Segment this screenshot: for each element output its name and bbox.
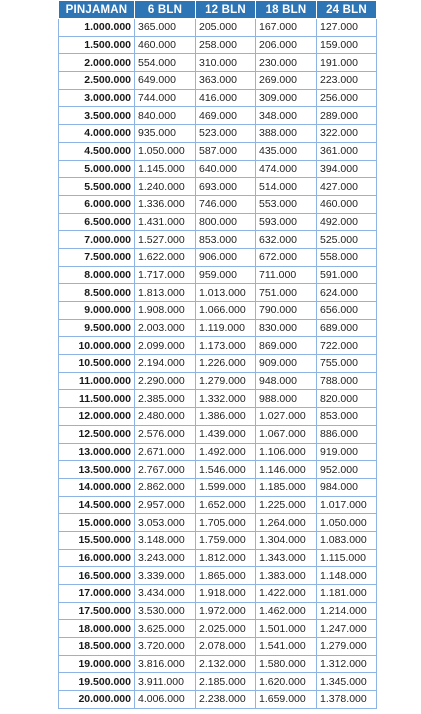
installment-cell: 906.000 [196,248,256,266]
installment-cell: 1.865.000 [196,567,256,585]
installment-cell: 1.279.000 [196,372,256,390]
table-row [59,673,377,691]
installment-cell: 722.000 [317,337,377,355]
installment-cell: 788.000 [317,372,377,390]
installment-cell: 3.530.000 [135,602,196,620]
installment-cell: 365.000 [135,19,196,37]
table-row [59,142,377,160]
table-row [59,514,377,532]
table-row [59,302,377,320]
installment-cell: 1.083.000 [317,531,377,549]
table-row [59,655,377,673]
table-row [59,531,377,549]
installment-cell: 744.000 [135,89,196,107]
installment-cell: 289.000 [317,107,377,125]
installment-cell: 2.671.000 [135,443,196,461]
installment-cell: 1.759.000 [196,531,256,549]
loan-amount-cell: 14.000.000 [59,478,135,496]
loan-amount-cell: 8.000.000 [59,266,135,284]
installment-cell: 959.000 [196,266,256,284]
loan-installment-table-container [58,0,376,709]
installment-cell: 1.580.000 [256,655,317,673]
installment-cell: 167.000 [256,19,317,37]
table-row [59,178,377,196]
installment-cell: 558.000 [317,248,377,266]
header-row [59,1,377,19]
installment-cell: 427.000 [317,178,377,196]
table-row [59,691,377,709]
installment-cell: 1.013.000 [196,284,256,302]
loan-amount-cell: 19.500.000 [59,673,135,691]
installment-cell: 3.243.000 [135,549,196,567]
installment-cell: 1.226.000 [196,355,256,373]
installment-cell: 1.115.000 [317,549,377,567]
installment-cell: 3.625.000 [135,620,196,638]
loan-amount-cell: 7.000.000 [59,231,135,249]
loan-amount-cell: 16.500.000 [59,567,135,585]
loan-amount-cell: 9.500.000 [59,319,135,337]
table-row [59,496,377,514]
loan-amount-cell: 3.500.000 [59,107,135,125]
installment-cell: 632.000 [256,231,317,249]
installment-cell: 1.247.000 [317,620,377,638]
installment-cell: 1.599.000 [196,478,256,496]
installment-cell: 693.000 [196,178,256,196]
table-row [59,549,377,567]
installment-cell: 672.000 [256,248,317,266]
loan-amount-cell: 6.000.000 [59,195,135,213]
installment-cell: 474.000 [256,160,317,178]
installment-cell: 206.000 [256,36,317,54]
installment-cell: 1.378.000 [317,691,377,709]
loan-amount-cell: 4.500.000 [59,142,135,160]
installment-cell: 3.434.000 [135,585,196,603]
table-row [59,602,377,620]
installment-cell: 1.050.000 [135,142,196,160]
installment-cell: 2.957.000 [135,496,196,514]
installment-cell: 2.480.000 [135,408,196,426]
installment-cell: 984.000 [317,478,377,496]
installment-cell: 2.767.000 [135,461,196,479]
installment-cell: 322.000 [317,125,377,143]
installment-cell: 1.148.000 [317,567,377,585]
loan-amount-cell: 8.500.000 [59,284,135,302]
installment-cell: 4.006.000 [135,691,196,709]
installment-cell: 2.576.000 [135,425,196,443]
installment-cell: 1.264.000 [256,514,317,532]
installment-cell: 640.000 [196,160,256,178]
installment-cell: 460.000 [135,36,196,54]
loan-amount-cell: 15.500.000 [59,531,135,549]
header-pinjaman: PINJAMAN [59,1,135,19]
installment-cell: 469.000 [196,107,256,125]
installment-cell: 3.816.000 [135,655,196,673]
installment-cell: 159.000 [317,36,377,54]
table-row [59,213,377,231]
installment-cell: 1.620.000 [256,673,317,691]
installment-cell: 1.181.000 [317,585,377,603]
installment-cell: 1.492.000 [196,443,256,461]
installment-cell: 689.000 [317,319,377,337]
installment-cell: 127.000 [317,19,377,37]
installment-cell: 1.462.000 [256,602,317,620]
installment-cell: 909.000 [256,355,317,373]
table-row [59,107,377,125]
installment-cell: 1.813.000 [135,284,196,302]
table-row [59,372,377,390]
header-24-bln: 24 BLN [317,1,377,19]
table-row [59,390,377,408]
loan-amount-cell: 19.000.000 [59,655,135,673]
installment-cell: 1.431.000 [135,213,196,231]
loan-amount-cell: 16.000.000 [59,549,135,567]
installment-cell: 1.336.000 [135,195,196,213]
installment-cell: 591.000 [317,266,377,284]
installment-cell: 2.185.000 [196,673,256,691]
header-18-bln: 18 BLN [256,1,317,19]
installment-cell: 1.106.000 [256,443,317,461]
table-row [59,89,377,107]
installment-cell: 310.000 [196,54,256,72]
installment-cell: 1.050.000 [317,514,377,532]
installment-cell: 256.000 [317,89,377,107]
installment-cell: 1.501.000 [256,620,317,638]
table-row [59,266,377,284]
installment-cell: 3.720.000 [135,638,196,656]
installment-cell: 2.003.000 [135,319,196,337]
loan-amount-cell: 15.000.000 [59,514,135,532]
installment-cell: 309.000 [256,89,317,107]
installment-cell: 952.000 [317,461,377,479]
installment-cell: 800.000 [196,213,256,231]
installment-cell: 1.527.000 [135,231,196,249]
loan-amount-cell: 10.000.000 [59,337,135,355]
table-row [59,620,377,638]
installment-cell: 830.000 [256,319,317,337]
loan-amount-cell: 6.500.000 [59,213,135,231]
installment-cell: 3.053.000 [135,514,196,532]
installment-cell: 2.099.000 [135,337,196,355]
installment-cell: 1.304.000 [256,531,317,549]
installment-cell: 840.000 [135,107,196,125]
table-row [59,54,377,72]
installment-cell: 1.214.000 [317,602,377,620]
installment-cell: 460.000 [317,195,377,213]
installment-cell: 2.194.000 [135,355,196,373]
table-row [59,36,377,54]
installment-cell: 3.339.000 [135,567,196,585]
loan-amount-cell: 1.500.000 [59,36,135,54]
installment-cell: 948.000 [256,372,317,390]
installment-cell: 1.145.000 [135,160,196,178]
installment-cell: 3.911.000 [135,673,196,691]
installment-cell: 988.000 [256,390,317,408]
loan-amount-cell: 17.000.000 [59,585,135,603]
loan-amount-cell: 5.500.000 [59,178,135,196]
installment-cell: 1.173.000 [196,337,256,355]
installment-cell: 1.279.000 [317,638,377,656]
installment-cell: 1.343.000 [256,549,317,567]
table-row [59,478,377,496]
table-row [59,248,377,266]
installment-cell: 2.132.000 [196,655,256,673]
installment-cell: 205.000 [196,19,256,37]
installment-cell: 363.000 [196,72,256,90]
installment-cell: 1.622.000 [135,248,196,266]
loan-amount-cell: 13.500.000 [59,461,135,479]
installment-cell: 869.000 [256,337,317,355]
table-row [59,284,377,302]
loan-amount-cell: 11.500.000 [59,390,135,408]
installment-cell: 1.386.000 [196,408,256,426]
installment-cell: 514.000 [256,178,317,196]
installment-cell: 853.000 [317,408,377,426]
loan-amount-cell: 2.500.000 [59,72,135,90]
loan-amount-cell: 11.000.000 [59,372,135,390]
installment-cell: 1.225.000 [256,496,317,514]
installment-cell: 1.345.000 [317,673,377,691]
table-row [59,125,377,143]
header-12-bln: 12 BLN [196,1,256,19]
loan-amount-cell: 4.000.000 [59,125,135,143]
table-row [59,19,377,37]
installment-cell: 1.546.000 [196,461,256,479]
header-6-bln: 6 BLN [135,1,196,19]
installment-cell: 361.000 [317,142,377,160]
installment-cell: 2.025.000 [196,620,256,638]
installment-cell: 1.146.000 [256,461,317,479]
table-row [59,585,377,603]
table-row [59,195,377,213]
installment-cell: 919.000 [317,443,377,461]
installment-cell: 1.066.000 [196,302,256,320]
table-header [59,1,377,19]
table-row [59,638,377,656]
installment-cell: 1.240.000 [135,178,196,196]
installment-cell: 2.385.000 [135,390,196,408]
installment-cell: 656.000 [317,302,377,320]
table-row [59,567,377,585]
loan-amount-cell: 17.500.000 [59,602,135,620]
installment-cell: 711.000 [256,266,317,284]
installment-cell: 1.312.000 [317,655,377,673]
loan-amount-cell: 7.500.000 [59,248,135,266]
table-row [59,461,377,479]
installment-cell: 820.000 [317,390,377,408]
installment-cell: 388.000 [256,125,317,143]
loan-amount-cell: 18.000.000 [59,620,135,638]
installment-cell: 1.017.000 [317,496,377,514]
table-row [59,355,377,373]
installment-cell: 1.027.000 [256,408,317,426]
loan-amount-cell: 5.000.000 [59,160,135,178]
installment-cell: 1.812.000 [196,549,256,567]
table-row [59,160,377,178]
installment-cell: 751.000 [256,284,317,302]
loan-amount-cell: 12.000.000 [59,408,135,426]
installment-cell: 1.541.000 [256,638,317,656]
installment-cell: 1.717.000 [135,266,196,284]
table-row [59,72,377,90]
installment-cell: 394.000 [317,160,377,178]
installment-cell: 2.862.000 [135,478,196,496]
installment-cell: 755.000 [317,355,377,373]
installment-cell: 624.000 [317,284,377,302]
table-row [59,425,377,443]
installment-cell: 1.119.000 [196,319,256,337]
installment-cell: 746.000 [196,195,256,213]
loan-amount-cell: 13.000.000 [59,443,135,461]
loan-amount-cell: 9.000.000 [59,302,135,320]
loan-amount-cell: 3.000.000 [59,89,135,107]
installment-cell: 853.000 [196,231,256,249]
installment-cell: 2.238.000 [196,691,256,709]
installment-cell: 230.000 [256,54,317,72]
loan-amount-cell: 1.000.000 [59,19,135,37]
installment-cell: 1.659.000 [256,691,317,709]
loan-amount-cell: 12.500.000 [59,425,135,443]
table-row [59,319,377,337]
installment-cell: 593.000 [256,213,317,231]
installment-cell: 1.332.000 [196,390,256,408]
installment-cell: 935.000 [135,125,196,143]
loan-installment-table [58,0,377,709]
installment-cell: 1.908.000 [135,302,196,320]
loan-amount-cell: 14.500.000 [59,496,135,514]
installment-cell: 1.383.000 [256,567,317,585]
installment-cell: 553.000 [256,195,317,213]
installment-cell: 587.000 [196,142,256,160]
installment-cell: 3.148.000 [135,531,196,549]
installment-cell: 1.422.000 [256,585,317,603]
installment-cell: 649.000 [135,72,196,90]
installment-cell: 554.000 [135,54,196,72]
installment-cell: 1.652.000 [196,496,256,514]
installment-cell: 191.000 [317,54,377,72]
loan-amount-cell: 20.000.000 [59,691,135,709]
installment-cell: 258.000 [196,36,256,54]
installment-cell: 1.067.000 [256,425,317,443]
loan-amount-cell: 18.500.000 [59,638,135,656]
table-row [59,231,377,249]
installment-cell: 1.185.000 [256,478,317,496]
loan-amount-cell: 2.000.000 [59,54,135,72]
installment-cell: 2.290.000 [135,372,196,390]
installment-cell: 523.000 [196,125,256,143]
installment-cell: 1.972.000 [196,602,256,620]
table-row [59,408,377,426]
installment-cell: 2.078.000 [196,638,256,656]
installment-cell: 1.705.000 [196,514,256,532]
table-row [59,337,377,355]
installment-cell: 790.000 [256,302,317,320]
installment-cell: 435.000 [256,142,317,160]
installment-cell: 525.000 [317,231,377,249]
installment-cell: 492.000 [317,213,377,231]
loan-amount-cell: 10.500.000 [59,355,135,373]
installment-cell: 269.000 [256,72,317,90]
installment-cell: 416.000 [196,89,256,107]
installment-cell: 1.918.000 [196,585,256,603]
installment-cell: 223.000 [317,72,377,90]
installment-cell: 348.000 [256,107,317,125]
table-row [59,443,377,461]
installment-cell: 886.000 [317,425,377,443]
installment-cell: 1.439.000 [196,425,256,443]
table-body [59,19,377,709]
